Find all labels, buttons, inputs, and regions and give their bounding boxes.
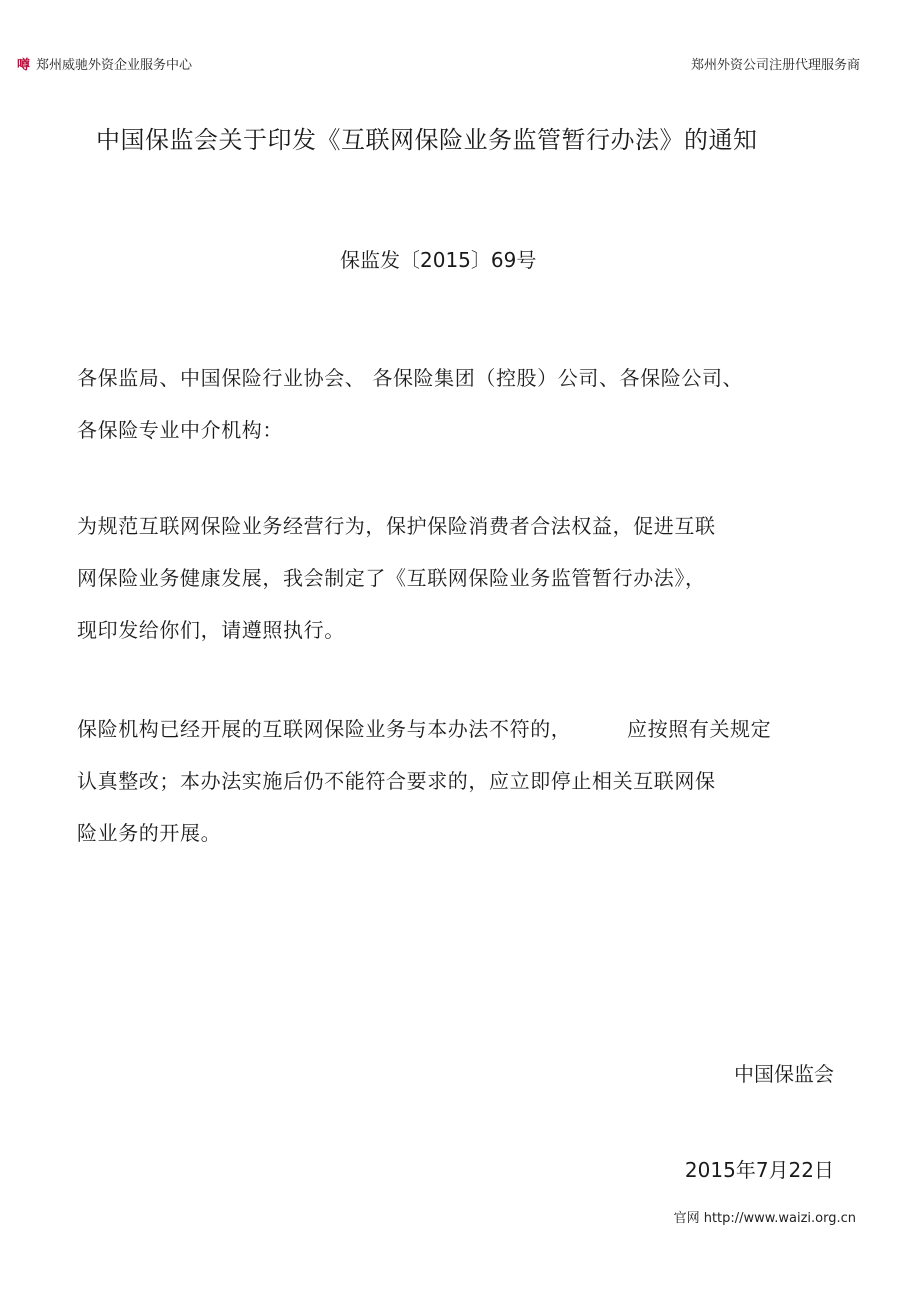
header-left-text: 郑州威驰外资企业服务中心 — [36, 58, 193, 73]
document-date: 2015年7月22日 — [684, 1158, 834, 1182]
paragraph-line: 认真整改；本办法实施后仍不能符合要求的，应立即停止相关互联网保 — [77, 769, 716, 793]
paragraph-line: 险业务的开展。 — [77, 821, 222, 845]
document-number: 保监发〔2015〕69号 — [340, 248, 537, 272]
paragraph-line: 为规范互联网保险业务经营行为，保护保险消费者合法权益，促进互联 — [77, 514, 716, 538]
salutation-line: 各保监局、中国保险行业协会、 各保险集团（控股）公司、各保险公司、 — [77, 366, 744, 390]
paragraph-line: 保险机构已经开展的互联网保险业务与本办法不符的， 应按照有关规定 — [77, 717, 772, 741]
document-title: 中国保监会关于印发《互联网保险业务监管暂行办法》的通知 — [96, 126, 758, 154]
paragraph-line: 网保险业务健康发展，我会制定了《互联网保险业务监管暂行办法》， — [77, 566, 706, 590]
header-right-text: 郑州外资公司注册代理服务商 — [690, 58, 860, 73]
signature: 中国保监会 — [734, 1062, 834, 1086]
salutation — [77, 352, 743, 456]
salutation-line: 各保险专业中介机构： — [77, 418, 283, 442]
footer-website: 官网 http://www.waizi.org.cn — [673, 1211, 856, 1226]
header-left — [17, 54, 192, 73]
body-paragraph-1 — [77, 500, 716, 656]
paragraph-line: 现印发给你们，请遵照执行。 — [77, 618, 345, 642]
logo-icon: 噂 — [17, 58, 31, 73]
body-paragraph-2 — [77, 703, 771, 859]
